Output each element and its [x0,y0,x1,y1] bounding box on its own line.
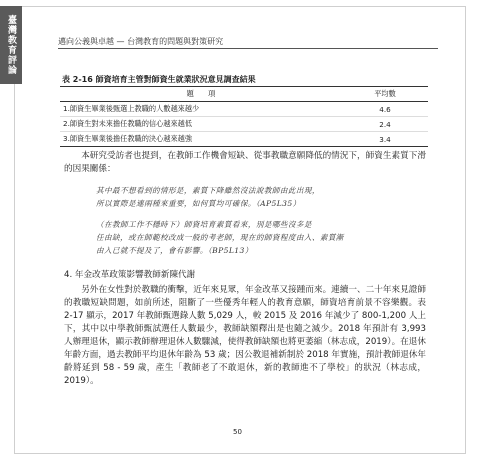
section-heading: 4. 年金改革政策影響教師新陳代謝 [64,270,196,280]
side-tab: 臺灣教育評論 [0,6,22,84]
row-item: 2.師資生對未來擔任教職的信心越來越低 [60,117,342,132]
running-head: 邁向公義與卓越 — 台灣教育的問題與對策研究 [58,37,224,46]
interview-quote-2 [96,218,426,257]
row-item: 1.師資生畢業後甄選上教職的人數越來越少 [60,102,342,117]
table-row [60,102,428,117]
table-header-row [60,87,428,102]
row-item: 3.師資生畢業後擔任教職的決心越來越強 [60,132,342,147]
column-header-item: 題 項 [60,87,342,102]
interview-quote-1 [96,184,426,210]
row-value: 4.6 [342,102,428,117]
row-value: 3.4 [342,132,428,147]
quote-line: （在教師工作不穩時下）師資培育素質看來，別是哪些沒多是 [96,220,312,229]
quote-line: 任由缺，或在師範校改成一般的考老師，現在的師資程度由入、素質漸 [96,233,344,242]
page-number: 50 [233,428,242,436]
quote-line: 所以實際是連兩種來重要，如何質均可確保。（AP5L35） [96,199,301,208]
survey-table [60,86,428,147]
table-caption: 表 2-16 師資培育主管對師資生就業狀況意見調查結果 [62,75,256,84]
header-rule [58,48,438,49]
intro-paragraph: 本研究受訪者也提到，在教師工作機會短缺、從事教職意願降低的情況下，師資生素質下滑的因果關係： [64,151,426,174]
body-paragraph: 另外在女性對於教職的衝擊，近年來見眾，年金改革又接踵而來。連續一、二十年來見證師的教職短缺問題，如前所述，阻斷了一些優秀年輕人的教育意願，師資培育前景不容樂觀。表 2-17 顯示，2017 年教師甄選錄人數 5,029 人，較 2015 及 2016 年減少了 800-1,200 人上下，其中以中學教師甄試選任人數最少，教師缺額釋出是也隨之減少。2018 年預計有 3,993 人辦理退休，顯示教師辦理退休人數驟減，使得教師缺額也將更萎縮（林志成，2019）。在退休年齡方面，過去教師平均退休年齡為 53 歲；因公教退補新制於 2018 年實施，預計教師退休年齡將延到 58 - 59 歲，產生「教師老了不敢退休，新的教師進不了學校」的狀況（林志成，2019）。 [64,285,426,386]
table-row [60,117,428,132]
column-header-mean: 平均數 [342,87,428,102]
quote-line: 其中最不想看到的情形是，素質下降雖然沒法說教師由此出現， [96,186,320,195]
table-row [60,132,428,147]
row-value: 2.4 [342,117,428,132]
quote-line: 由入已就不提及了，會有影響。（BP5L13） [96,246,253,255]
